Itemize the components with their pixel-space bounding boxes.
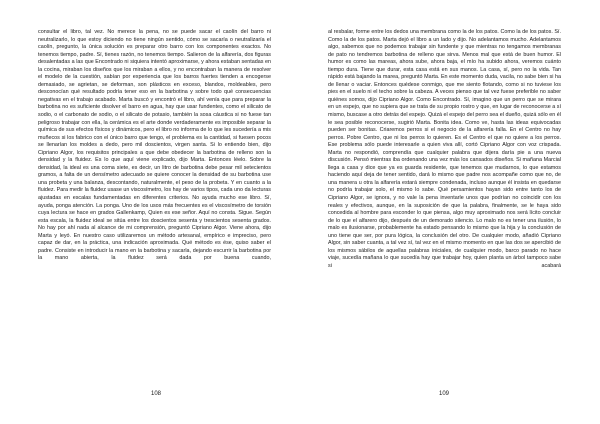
- right-page-number: 109: [438, 391, 449, 397]
- right-page: [300, 0, 600, 424]
- left-page-number: 108: [150, 391, 161, 397]
- right-page-text: al resbalar, forme entre los dedos una membrana como la de los patos. Como la de los patos. Sí. Como la de los patos. Marta dejó el libro a un lado y dijo. No adelantamos mucho. Adelantamos algo, sabemos que no podemos trabajar sin fundente y que mientras no tengamos membranas de pato no tendremos barbotina de relleno que sirva. Menos mal que está de buen humor. El humor es como las mareas, ahora sube, ahora baja, el mío ha subido ahora, veremos cuánto tiempo dura. Tiene que durar, esta casa está en sus manos. La casa, sí, pero no la vida. Tan rápido está bajando la marea, preguntó Marta. En este momento duda, vacila, no sabe bien si ha de llenar o vaciar. Entonces quédese conmigo, que me siento flotando, como si no tuviese los pies en el suelo ni el techo sobre la cabeza. A veces pienso que tal vez fuese preferible no saber quiénes somos, dijo Cipriano Algor. Como Encontrado. Sí, imagino que un perro que se mirara en un espejo, que no supiera que se trata de su propio rostro y que, en lugar de reconocerse a sí mismo, buscase a otro detrás del espejo. Quizá el espejo del perro sea el dueño, quizá sólo en él le sea posible reconocerse, sugirió Marta. Bonita idea. Como ve, hasta las ideas equivocadas pueden ser bonitas. Criaremos perros si el negocio de la alfarería falla. En el Centro no hay perros. Pobre Centro, que ni los perros lo quieren. Es el Centro el que no quiere a los perros. Ese problema sólo puede interesarle a quien viva allí, cortó Cipriano Algor con voz crispada. Marta no respondió, comprendía que cualquier palabra que dijera daría pie a una nueva discusión. Pensó mientras iba ordenando una vez más los cansados diseños. Si mañana Marcial llega a casa y dice que ya es guarda residente, que tenemos que mudarnos, lo que estamos haciendo aquí deja de tener sentido, dará lo mismo que padre nos acompañe como que no, de una manera u otra la alfarería estará siempre condenada, incluso aunque él insista en quedarse no podría trabajar solo, el mismo lo sabe. Qué persamientos hayan sido entre tanto los de Cipriano Algor, se ignora, y no vale la pena inventarle unos que podrían no coincidir con los reales y efectivos, aunque, en la suposición de que la palabra, finalmente, se le haya sido concedida al hombre para esconder lo que piensa, algo muy aproximado nos será lícito concluir de lo que el alfarero dijo, después de un demorado silencio. Lo malo no es tener una ilusión, lo malo es ilusionarse, probablemente ha estado pensando lo mismo que la hija y la conclusión de uno tiene que ser, por pura lógica, la conclusión del otro. De cualquier modo, añadió Cipriano Algor, sin saber cuanta, a tal vez sí, tal vez en el mismo momento en que las dos se apercibió de los mismos sábilos de aquellas palabras iniciales, de cualquier modo, barco parado no hace viaje, sucedía mañana lo que sucedía hay que trabajar hoy, quien planta un árbol tampoco sabe si acabará: [328, 29, 561, 269]
- left-page-text: consultar el libro, tal vez. No merece la pena, no se puede sacar el caolín del barro ni neutralizarlo, lo que estoy diciendo no tiene ningún sentido, cómo se sacaría o neutralizaría el caolín, pregunto, la única solución es preparar otro barro con los componentes exactos. No tenemos tiempo, padre. Sí, tienes razón, no tenemos tiempo. Salieron de la alfarería, dos figuras desalentadas a las que Encontrado ni siquiera intentó aproximarse, y ahora estaban sentadas en la cocina, miraban los diseños que los miraban a ellos, y no encontraban la manera de resolver el modelo de la cuestión, sabían por experiencia que los barros fuertes tienden a encogerse demasiado, se agrietan, se deforman, son plásticos en exceso, blandos, moldeables, pero desconocían qué resultado podría tener eso en la barbotina y sobre todo qué consecuencias negativas en el trabajo acabado. Marta buscó y encontró el libro, ahí venía que para preparar la barbotina no es suficiente disolver el barro en agua, hay que usar fundentes, como el silicato de sodio, o el carbonato de sodio, o el silicato de potasio, también la sosa cáustica si no fuese tan peligroso trabajar con ella, la cerámica es el arte donde verdaderamente es imposible separar la química de sus efectos físicos y dinámicos, pero el libro no informa de lo que les sucedería a mis muñecos si los fabrico con el único barro que tengo, el problema es la cantidad, si fuesen pocos se llenarían los moldes a dedo, pero mil doscientos, virgen santa. Si lo entiendo bien, dijo Cipriano Algor, los requisitos principales a que debe obedecer la barbotina de relleno son la densidad y la fluidez. Es lo que aquí viene explicado, dijo Marta. Entonces léelo. Sobre la densidad, la ideal es una coma siete, es decir, un litro de barbotina debe pesar mil setecientos gramos, a falta de un densímetro adecuado se quiere conocer la densidad de su barbotina use una probeta y una balanza, descontando, naturalmente, el peso de la probeta. Y en cuanto a la fluidez. Para medir la fluidez usase un viscosímetro, los hay de varios tipos, cada uno da lecturas ajustadas en escalas fundamentadas en diferentes criterios. No ayuda mucho ese libro. Sí, ayuda, ponga atención. La ponga. Uno de los usos más frecuentes es el viscosímetro de torsión cuya lectura se hace en grados Gallenkamp, Quien es ese señor. Aquí no consta. Sigue. Según esta escala, la fluidez ideal se sitúa entre los doscientos sesenta y trescientos sesenta grados. No hay por ahí nada al alcance de mi comprensión, preguntó Cipriano Algor. Viene ahora, dijo Marta y leyó. En nuestro caso utilizaremos un método artesanal, empírico e impreciso, pero capaz de dar, en la práctica, una indicación aproximada. Qué método es ése, quiso saber el padre. Consiste en introducir la mano en la barbotina y sacarla, dejando escurrir la barbotina por la mano abierta, la fluidez será dada por buena cuando,: [38, 29, 271, 262]
